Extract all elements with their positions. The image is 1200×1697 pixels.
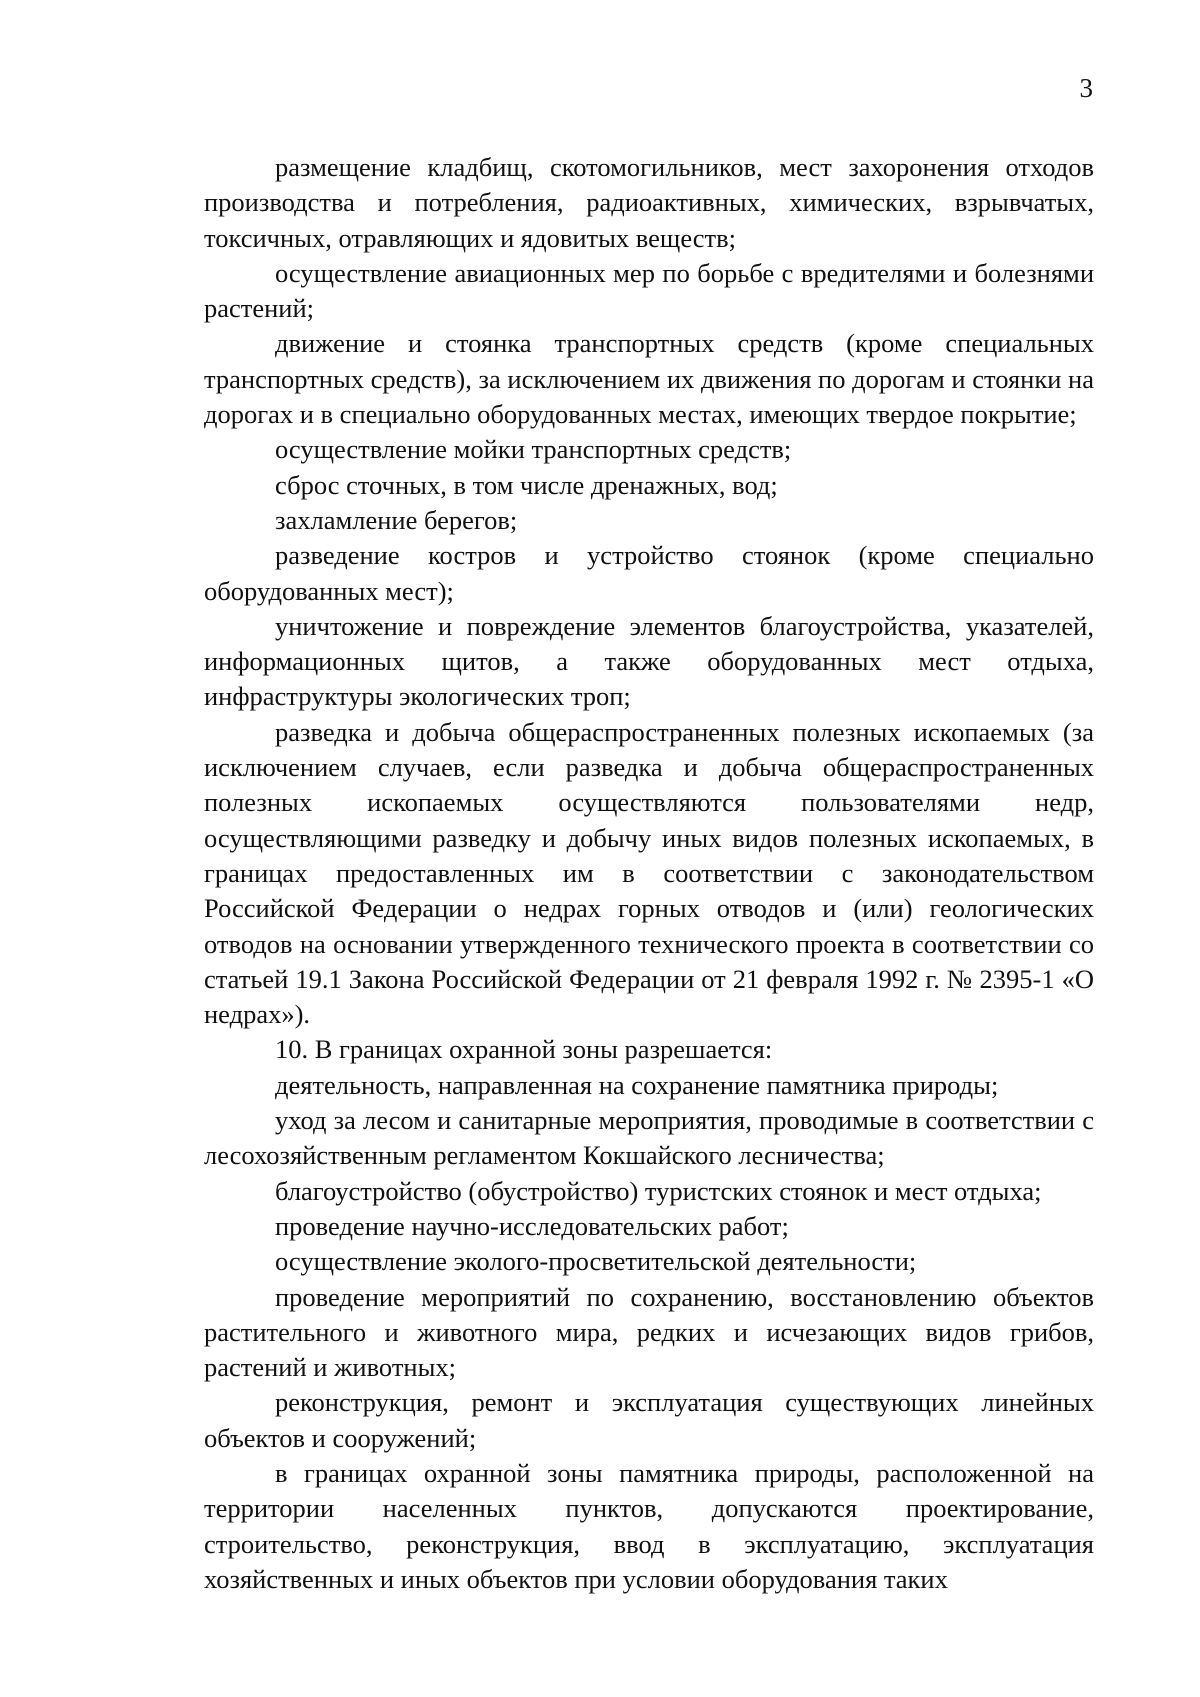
paragraph-7: разведение костров и устройство стоянок (кроме специально оборудованных мест); [204, 540, 1094, 606]
paragraph-18: в границах охранной зоны памятника природы, расположенной на территории населенных пунктов, допускаются проектирование, строительство, реконструкция, ввод в эксплуатацию, эксплуатация хозяйственных и иных объектов при условии оборудования таких [204, 1457, 1094, 1594]
paragraph-4: осуществление мойки транспортных средств; [275, 434, 792, 465]
section-10-heading: 10. В границах охранной зоны разрешается: [275, 1034, 773, 1065]
document-body [204, 150, 1094, 1597]
paragraph-1: размещение кладбищ, скотомогильников, мест захоронения отходов производства и потребления, радиоактивных, химических, взрывчатых, токсичных, отравляющих и ядовитых веществ; [204, 152, 1094, 253]
paragraph-3: движение и стоянка транспортных средств (кроме специальных транспортных средств), за исключением их движения по дорогам и стоянки на дорогах и в специально оборудованных местах, имеющих твердое покрытие; [204, 328, 1094, 430]
paragraph-13: благоустройство (обустройство) туристских стоянок и мест отдыха; [275, 1175, 1042, 1206]
paragraph-12: уход за лесом и санитарные мероприятия, проводимые в соответствии с лесохозяйственным регламентом Кокшайского лесничества; [204, 1105, 1094, 1171]
paragraph-5: сброс сточных, в том числе дренажных, вод; [275, 469, 778, 500]
paragraph-11: деятельность, направленная на сохранение памятника природы; [275, 1069, 999, 1100]
page-number: 3 [1079, 73, 1093, 103]
paragraph-17: реконструкция, ремонт и эксплуатация существующих линейных объектов и сооружений; [204, 1387, 1094, 1453]
paragraph-14: проведение научно-исследовательских работ; [275, 1210, 789, 1241]
paragraph-8: уничтожение и повреждение элементов благоустройства, указателей, информационных щитов, а также оборудованных мест отдыха, инфраструктуры экологических троп; [204, 610, 1094, 712]
paragraph-15: осуществление эколого-просветительской деятельности; [275, 1246, 917, 1277]
paragraph-16: проведение мероприятий по сохранению, восстановлению объектов растительного и животного мира, редких и исчезающих видов грибов, растений и животных; [204, 1281, 1094, 1383]
paragraph-2: осуществление авиационных мер по борьбе с вредителями и болезнями растений; [204, 257, 1094, 324]
paragraph-9: разведка и добыча общераспространенных полезных ископаемых (за исключением случаев, если разведка и добыча общераспространенных полезных ископаемых осуществляются пользователями недр, осуществляющими разведку и добычу иных видов полезных ископаемых, в границах предоставленных им в соответствии с законодательством Российской Федерации о недрах горных отводов и (или) геологических отводов на основании утвержденного технического проекта в соответствии со статьей 19.1 Закона Российской Федерации от 21 февраля 1992 г. № 2395-1 «О недрах»). [204, 716, 1094, 1030]
paragraph-6: захламление берегов; [275, 504, 518, 535]
